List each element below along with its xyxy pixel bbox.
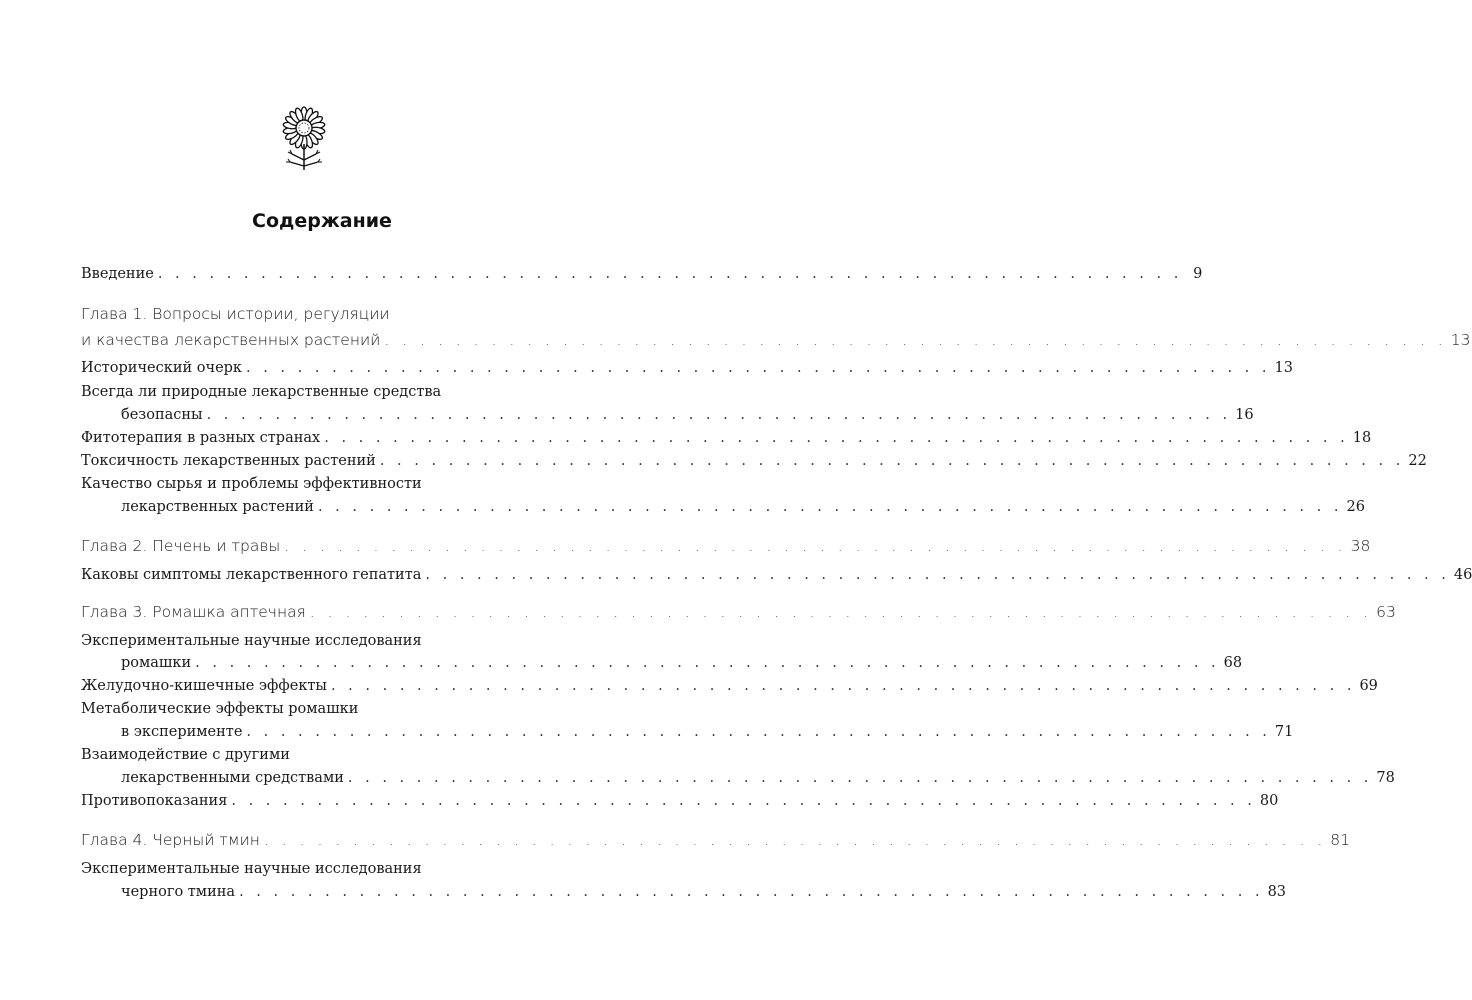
toc-entry-text: и качества лекарственных растений: [81, 331, 381, 349]
dot-leader: . . . . . . . . . . . . . . . . . . . . . . . . . . . . . . . . . . . . . . . . . . . . . . . . . . . . . . . . . . . .: [263, 831, 1327, 849]
toc-entry-text: Введение: [81, 266, 154, 282]
dot-leader: . . . . . . . . . . . . . . . . . . . . . . . . . . . . . . . . . . . . . . . . . . . . . . . . . . . . . . . . . . . .: [309, 603, 1373, 621]
toc-entry-quality-line-1[interactable]: [81, 472, 522, 496]
toc-entry-text: Качество сырья и проблемы эффективности: [81, 476, 422, 492]
toc-entry-text: Всегда ли природные лекарственные средства: [81, 384, 442, 400]
chamomile-flower-icon: [272, 104, 336, 172]
dot-leader: . . . . . . . . . . . . . . . . . . . . . . . . . . . . . . . . . . . . . . . . . . . . . . . . . . . . . . . . . . . .: [384, 331, 1447, 349]
toc-entry-chapter-4[interactable]: [81, 828, 1351, 852]
toc-entry-chapter-1-line-1[interactable]: [81, 302, 522, 326]
toc-entry-safety-line-1[interactable]: [81, 380, 522, 404]
dot-leader: . . . . . . . . . . . . . . . . . . . . . . . . . . . . . . . . . . . . . . . . . . . . . . . . . . . . . . . . . . . .: [379, 453, 1405, 469]
toc-page-number: 13: [1450, 331, 1471, 349]
toc-page-number: 16: [1235, 407, 1254, 423]
dot-leader: . . . . . . . . . . . . . . . . . . . . . . . . . . . . . . . . . . . . . . . . . . . . . . . . . . . . . . . . . . . .: [347, 770, 1373, 786]
toc-entry-chamomile-research-line-2[interactable]: [81, 651, 1243, 675]
toc-page-number: 9: [1193, 266, 1203, 282]
toc-entry-contraindications[interactable]: [81, 789, 1279, 813]
toc-entry-hepatitis-symptoms[interactable]: [81, 563, 1472, 587]
toc-entry-text: Исторический очерк: [81, 360, 242, 376]
toc-page-number: 22: [1408, 453, 1427, 469]
dot-leader: . . . . . . . . . . . . . . . . . . . . . . . . . . . . . . . . . . . . . . . . . . . . . . . . . . . . . . . . . . . .: [239, 884, 1264, 900]
toc-page-number: 68: [1223, 655, 1243, 671]
toc-entry-historical-essay[interactable]: [81, 356, 1293, 380]
toc-page-number: 46: [1453, 567, 1472, 583]
toc-entry-chapter-3[interactable]: [81, 600, 1396, 624]
toc-entry-text: Токсичность лекарственных растений: [81, 453, 376, 469]
toc-entry-chapter-1-line-2[interactable]: [81, 328, 1471, 352]
toc-entry-interaction-line-1[interactable]: [81, 743, 522, 767]
toc-entry-text: ромашки: [121, 655, 192, 671]
toc-entry-text: лекарственных растений: [121, 499, 314, 515]
toc-entry-chamomile-research-line-1[interactable]: [81, 629, 522, 653]
dot-leader: . . . . . . . . . . . . . . . . . . . . . . . . . . . . . . . . . . . . . . . . . . . . . . . . . . . . . . . . . . . .: [330, 678, 1356, 694]
toc-page-number: 13: [1274, 360, 1293, 376]
toc-entry-cumin-research-line-1[interactable]: [81, 857, 522, 881]
toc-entry-chapter-2[interactable]: [81, 534, 1371, 558]
toc-entry-text: Экспериментальные научные исследования: [81, 861, 422, 877]
dot-leader: . . . . . . . . . . . . . . . . . . . . . . . . . . . . . . . . . . . . . . . . . . . . . . . . . . . . . . . . . . . .: [195, 655, 1220, 671]
toc-page-number: 78: [1376, 770, 1395, 786]
dot-leader: . . . . . . . . . . . . . . . . . . . . . . . . . . . . . . . . . . . . . . . . . . . . . . . . . . . . . . . . . . . .: [284, 537, 1347, 555]
toc-page-number: 38: [1350, 537, 1371, 555]
dot-leader: . . . . . . . . . . . . . . . . . . . . . . . . . . . . . . . . . . . . . . . . . . . . . . . . . . . . . . . . . . . .: [324, 430, 1349, 446]
toc-page-number: 80: [1259, 793, 1279, 809]
toc-entry-text: Метаболические эффекты ромашки: [81, 701, 359, 717]
toc-entry-text: лекарственными средствами: [121, 770, 344, 786]
toc-entry-cumin-research-line-2[interactable]: [81, 880, 1287, 904]
toc-entry-quality-line-2[interactable]: [81, 495, 1365, 519]
toc-entry-text: Глава 2. Печень и травы: [81, 537, 281, 555]
toc-page-number: 26: [1346, 499, 1365, 515]
toc-entry-interaction-line-2[interactable]: [81, 766, 1395, 790]
dot-leader: . . . . . . . . . . . . . . . . . . . . . . . . . . . . . . . . . . . . . . . . . . . . . . . . . . . . . . . . . . . .: [206, 407, 1232, 423]
toc-entry-text: безопасны: [121, 407, 203, 423]
toc-entry-text: в эксперименте: [121, 724, 243, 740]
toc-entry-metabolic-line-1[interactable]: [81, 697, 522, 721]
dot-leader: . . . . . . . . . . . . . . . . . . . . . . . . . . . . . . . . . . . . . . . . . . . . . . . . . . . . . . . . . . . .: [157, 266, 1183, 282]
toc-entry-text: Взаимодействие с другими: [81, 747, 290, 763]
dot-leader: . . . . . . . . . . . . . . . . . . . . . . . . . . . . . . . . . . . . . . . . . . . . . . . . . . . . . . . . . . . .: [246, 360, 1271, 376]
toc-entry-text: черного тмина: [121, 884, 236, 900]
toc-entry-text: Экспериментальные научные исследования: [81, 633, 422, 649]
dot-leader: . . . . . . . . . . . . . . . . . . . . . . . . . . . . . . . . . . . . . . . . . . . . . . . . . . . . . . . . . . . .: [317, 499, 1343, 515]
toc-entry-metabolic-line-2[interactable]: [81, 720, 1294, 744]
toc-page-number: 18: [1352, 430, 1372, 446]
toc-entry-text: Фитотерапия в разных странах: [81, 430, 321, 446]
toc-entry-text: Глава 1. Вопросы истории, регуляции: [81, 305, 390, 323]
toc-entry-text: Глава 4. Черный тмин: [81, 831, 260, 849]
toc-page-number: 71: [1274, 724, 1294, 740]
toc-entry-text: Желудочно-кишечные эффекты: [81, 678, 327, 694]
toc-page-number: 83: [1267, 884, 1287, 900]
toc-entry-safety-line-2[interactable]: [81, 403, 1254, 427]
toc-page-number: 81: [1330, 831, 1351, 849]
toc-entry-toxicity[interactable]: [81, 449, 1427, 473]
toc-entry-gastrointestinal[interactable]: [81, 674, 1378, 698]
dot-leader: . . . . . . . . . . . . . . . . . . . . . . . . . . . . . . . . . . . . . . . . . . . . . . . . . . . . . . . . . . . .: [231, 793, 1256, 809]
toc-entry-phytotherapy[interactable]: [81, 426, 1372, 450]
toc-entry-text: Глава 3. Ромашка аптечная: [81, 603, 306, 621]
toc-entry-text: Противопоказания: [81, 793, 228, 809]
toc-heading: Содержание: [252, 210, 392, 232]
dot-leader: . . . . . . . . . . . . . . . . . . . . . . . . . . . . . . . . . . . . . . . . . . . . . . . . . . . . . . . . . . . .: [246, 724, 1271, 740]
toc-entry-text: Каковы симптомы лекарственного гепатита: [81, 567, 422, 583]
toc-page-number: 63: [1376, 603, 1396, 621]
toc-page-number: 69: [1359, 678, 1378, 694]
dot-leader: . . . . . . . . . . . . . . . . . . . . . . . . . . . . . . . . . . . . . . . . . . . . . . . . . . . . . . . . . . . .: [425, 567, 1450, 583]
toc-entry-introduction[interactable]: [81, 262, 1203, 286]
